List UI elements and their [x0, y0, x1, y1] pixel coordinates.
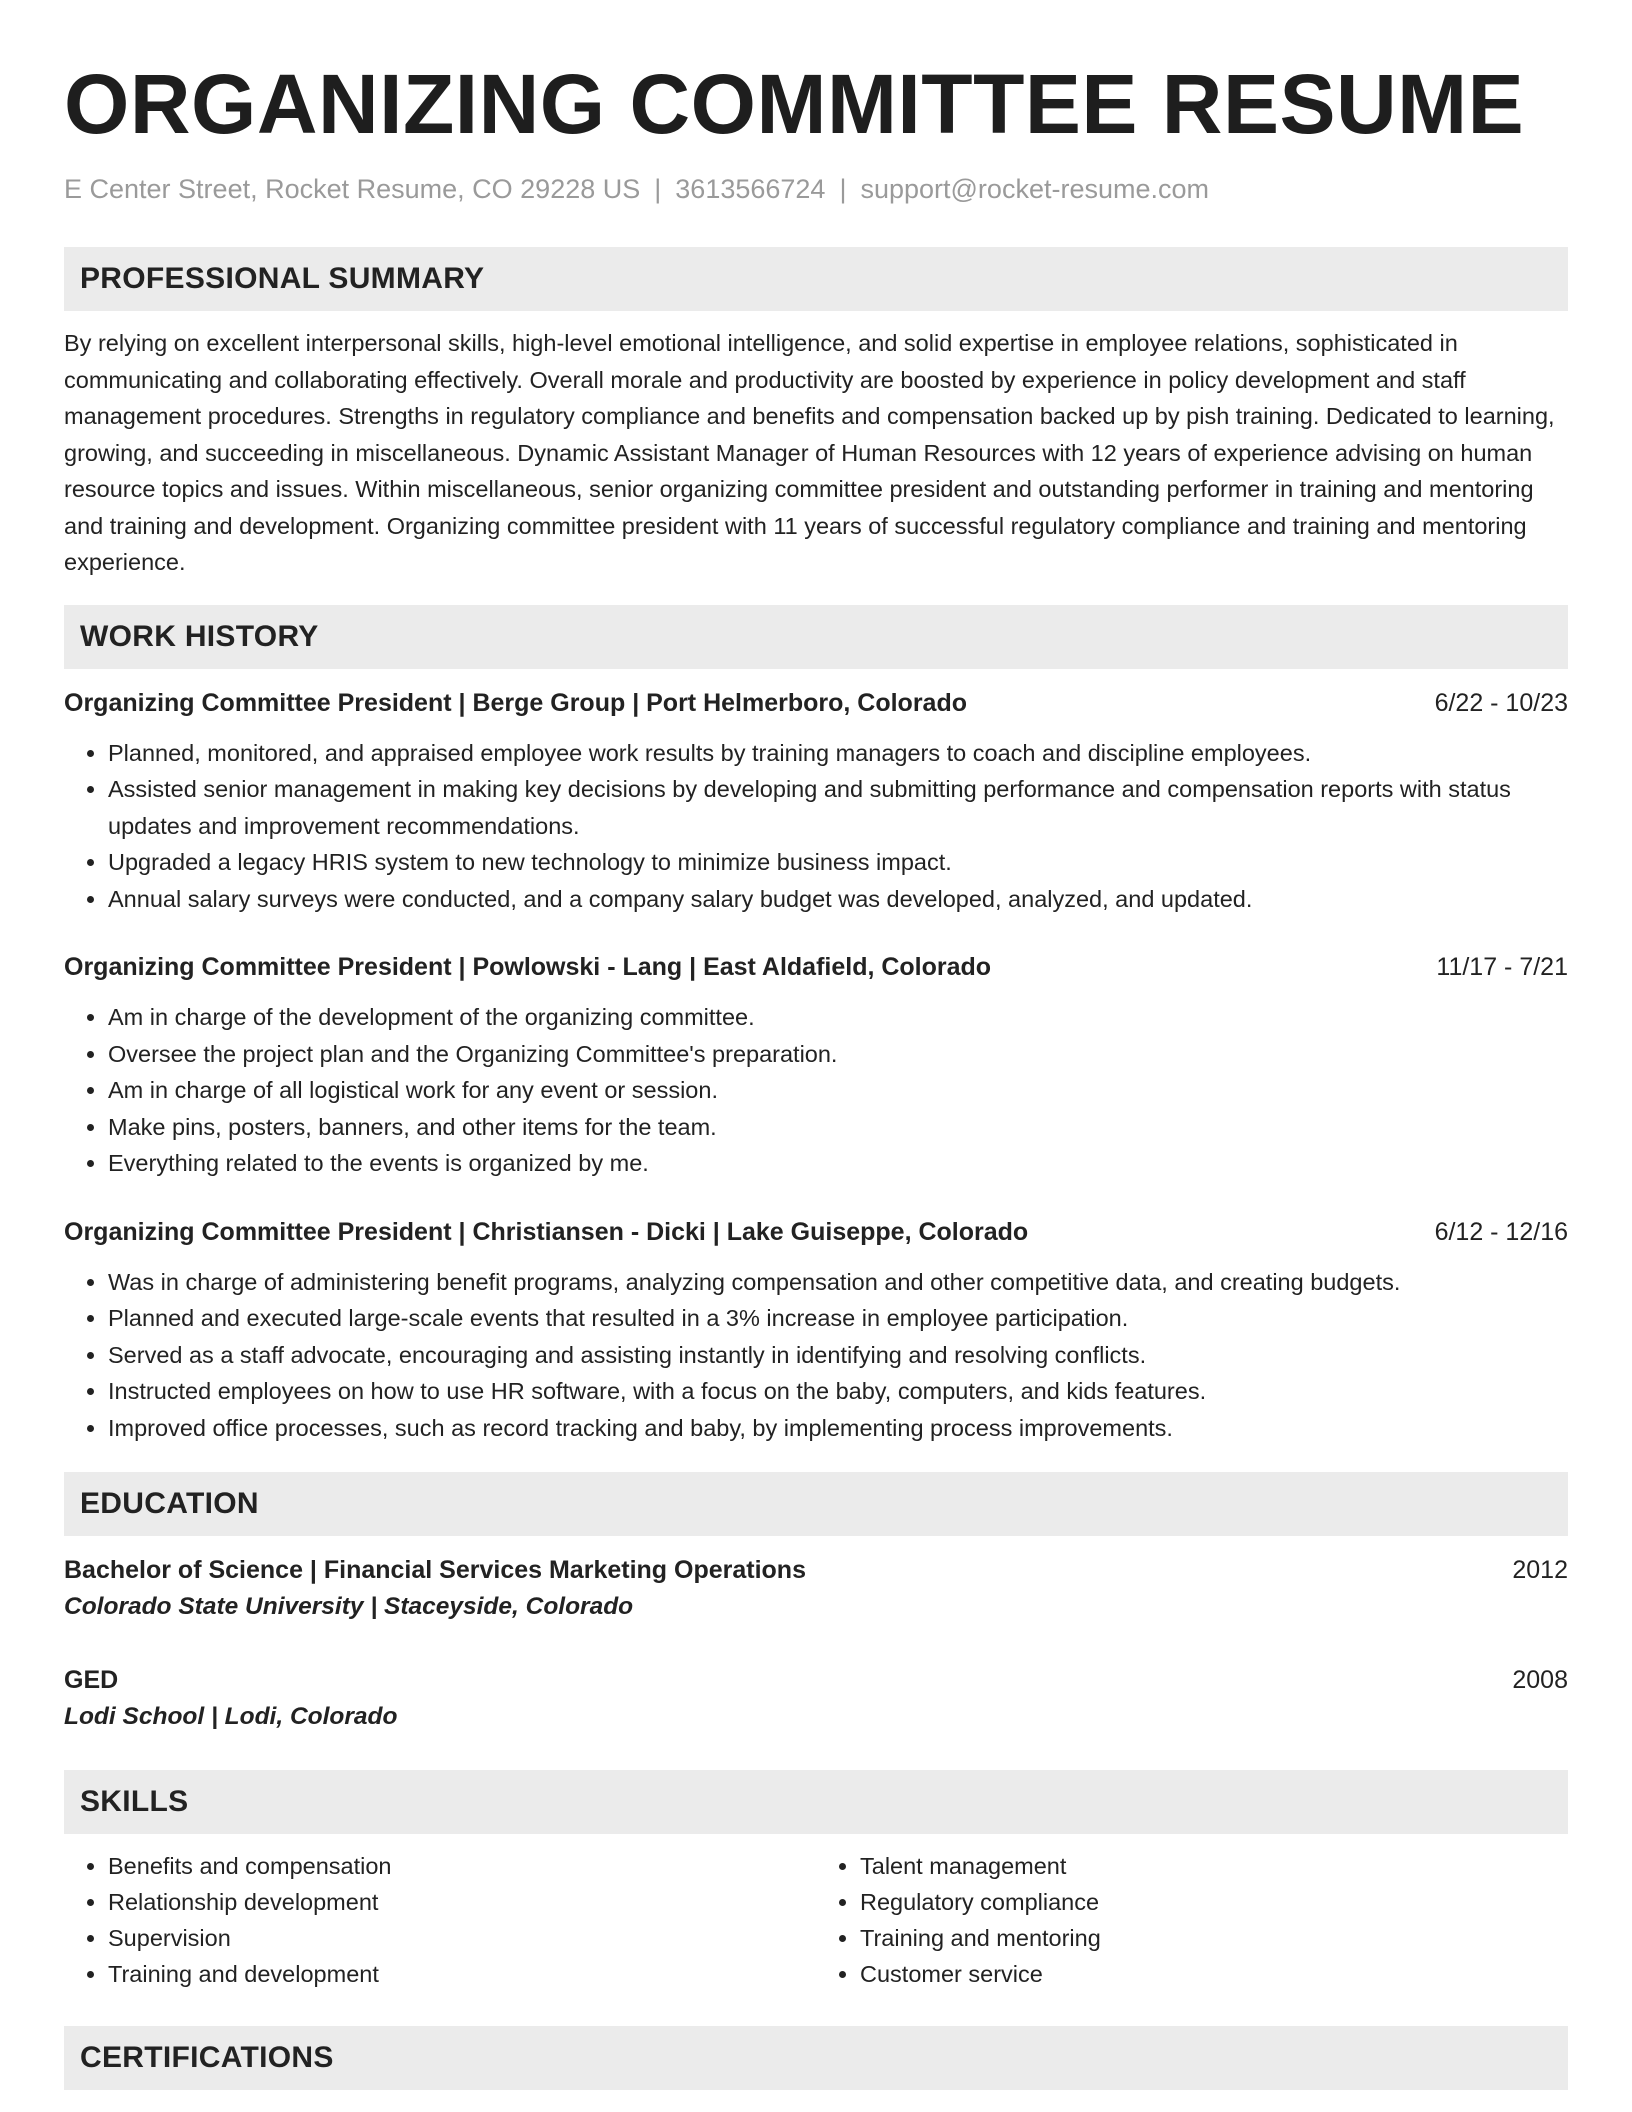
job-bullet: • Am in charge of all logistical work for any event or session. — [108, 1072, 1568, 1109]
education-school: Colorado State University | Staceyside, Colorado — [64, 1593, 634, 1620]
job-bullet: • Am in charge of the development of the organizing committee. — [108, 999, 1568, 1036]
job-header — [64, 685, 1568, 721]
section-heading-work-history: WORK HISTORY — [64, 605, 1568, 669]
job-bullet: • Was in charge of administering benefit programs, analyzing compensation and other competitive data, and creating budgets. — [108, 1264, 1568, 1301]
job-bullets — [64, 999, 1568, 1182]
section-heading-skills: SKILLS — [64, 1770, 1568, 1834]
job-header — [64, 1214, 1568, 1250]
job-dates: 6/22 - 10/23 — [1434, 688, 1568, 717]
skill-item: • Supervision — [108, 1920, 816, 1956]
contact-email: support@rocket-resume.com — [860, 174, 1209, 204]
job-bullet: • Improved office processes, such as record tracking and baby, by implementing process improvements. — [108, 1410, 1568, 1447]
skill-item: • Training and development — [108, 1956, 816, 1992]
job-bullet: • Everything related to the events is organized by me. — [108, 1145, 1568, 1182]
skill-item: • Relationship development — [108, 1884, 816, 1920]
skill-item: • Training and mentoring — [860, 1920, 1568, 1956]
skills-list — [64, 1848, 1568, 1992]
job-bullet: • Assisted senior management in making key decisions by developing and submitting performance and compensation reports with status updates and improvement recommendations. — [108, 771, 1568, 844]
education-degree: Bachelor of Science | Financial Services Marketing Operations — [64, 1556, 806, 1584]
skills-column-left — [64, 1848, 816, 1992]
job-title: Organizing Committee President | Berge Group | Port Helmerboro, Colorado — [64, 688, 967, 717]
contact-separator: | — [839, 174, 847, 204]
contact-phone: 3613566724 — [675, 174, 826, 204]
education-year: 2008 — [1512, 1666, 1568, 1694]
job-bullet: • Instructed employees on how to use HR software, with a focus on the baby, computers, and kids features. — [108, 1373, 1568, 1410]
job-title: Organizing Committee President | Powlowski - Lang | East Aldafield, Colorado — [64, 953, 992, 981]
skill-item: • Regulatory compliance — [860, 1884, 1568, 1920]
resume-title: ORGANIZING COMMITTEE RESUME — [64, 57, 1525, 151]
contact-line — [64, 172, 1568, 206]
job-entry — [64, 949, 1568, 1182]
education-entry — [64, 1662, 1568, 1736]
job-bullet: • Make pins, posters, banners, and other items for the team. — [108, 1109, 1568, 1146]
job-bullets — [64, 1264, 1568, 1447]
education-header — [64, 1662, 1568, 1698]
education-degree: GED — [64, 1666, 119, 1694]
job-bullet: • Served as a staff advocate, encouraging and assisting instantly in identifying and resolving conflicts. — [108, 1337, 1568, 1374]
job-bullet: • Annual salary surveys were conducted, and a company salary budget was developed, analyzed, and updated. — [108, 881, 1568, 918]
education-header — [64, 1552, 1568, 1588]
job-bullet: • Planned and executed large-scale events that resulted in a 3% increase in employee participation. — [108, 1300, 1568, 1337]
education-school: Lodi School | Lodi, Colorado — [64, 1703, 398, 1730]
skill-item: • Talent management — [860, 1848, 1568, 1884]
contact-address: E Center Street, Rocket Resume, CO 29228 US — [64, 174, 641, 204]
education-entry — [64, 1552, 1568, 1626]
education-year: 2012 — [1512, 1556, 1568, 1584]
job-dates: 11/17 - 7/21 — [1436, 953, 1568, 981]
job-title: Organizing Committee President | Christiansen - Dicki | Lake Guiseppe, Colorado — [64, 1217, 1029, 1246]
section-heading-education: EDUCATION — [64, 1472, 1568, 1536]
job-dates: 6/12 - 12/16 — [1434, 1217, 1568, 1246]
skills-column-right — [816, 1848, 1568, 1992]
skill-item: • Customer service — [860, 1956, 1568, 1992]
job-entry — [64, 685, 1568, 918]
job-header — [64, 949, 1568, 985]
contact-separator: | — [654, 174, 662, 204]
section-heading-certifications: CERTIFICATIONS — [64, 2026, 1568, 2090]
summary-text: By relying on excellent interpersonal skills, high-level emotional intelligence, and solid expertise in employee relations, sophisticated in communicating and collaborating effectively. Overall morale and productivity are boosted by experience in policy development and staff management procedures. Strengths in regulatory compliance and benefits and compensation backed up by pish training. Dedicated to learning, growing, and succeeding in miscellaneous. Dynamic Assistant Manager of Human Resources with 12 years of experience advising on human resource topics and issues. Within miscellaneous, senior organizing committee president and outstanding performer in training and mentoring and training and development. Organizing committee president with 11 years of successful regulatory compliance and training and mentoring experience. — [64, 330, 1555, 575]
job-bullet: • Upgraded a legacy HRIS system to new technology to minimize business impact. — [108, 844, 1568, 881]
job-bullet: • Planned, monitored, and appraised employee work results by training managers to coach and discipline employees. — [108, 735, 1568, 772]
skill-item: • Benefits and compensation — [108, 1848, 816, 1884]
job-bullets — [64, 735, 1568, 918]
job-bullet: • Oversee the project plan and the Organizing Committee's preparation. — [108, 1036, 1568, 1073]
section-heading-summary: PROFESSIONAL SUMMARY — [64, 247, 1568, 311]
job-entry — [64, 1214, 1568, 1447]
